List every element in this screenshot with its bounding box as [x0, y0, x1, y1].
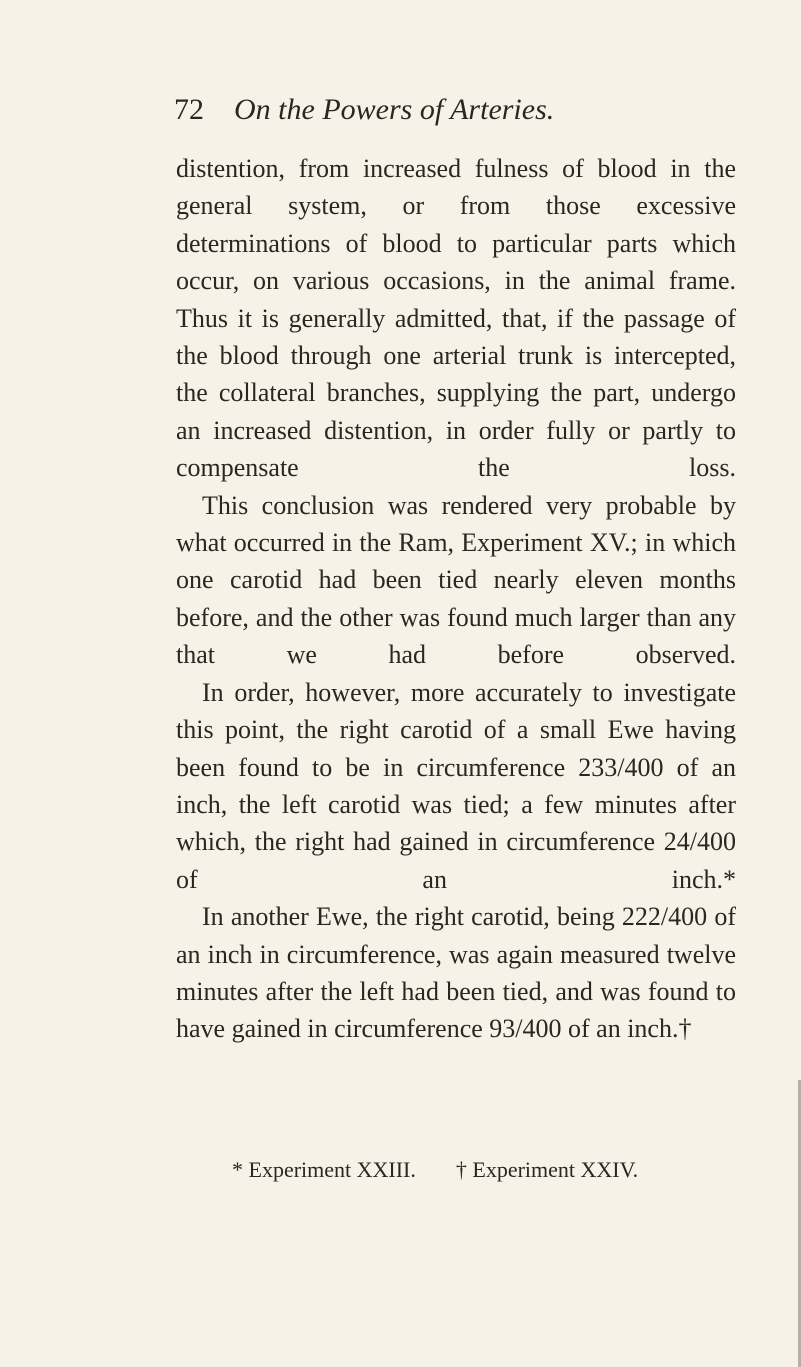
running-title: On the Powers of Arteries.: [234, 93, 555, 126]
footnote: † Experiment XXIV.: [455, 1157, 639, 1182]
footnote: * Experiment XXIII.: [232, 1157, 416, 1182]
footnotes: [232, 1156, 752, 1184]
paragraph: This conclusion was rendered very probable by what occurred in the Ram, Experiment XV.; in which one carotid had been tied nearly eleven months before, and the other was found much larger than any that we had before observed.: [176, 490, 736, 670]
paragraph: In another Ewe, the right carotid, being 222/400 of an inch in circumference, was again measured twelve minutes after the left had been tied, and was found to have gained in circumference 93/400 of an inch.†: [176, 902, 736, 1044]
paragraph: distention, from increased fulness of blood in the general system, or from those excessive determinations of blood to particular parts which occur, on various occasions, in the animal frame. Thus it is generally admitted, that, if the passage of the blood through one arterial trunk is intercepted, the collateral branches, supplying the part, undergo an increased distention, in order fully or partly to compensate the loss.: [176, 154, 736, 483]
page-number: 72: [174, 93, 204, 126]
body-text: [176, 150, 736, 1048]
running-head: [174, 92, 554, 128]
paragraph: In order, however, more accurately to investigate this point, the right carotid of a small Ewe having been found to be in circumference 233/400 of an inch, the left carotid was tied; a few minutes after which, the right had gained in circumference 24/400 of an inch.*: [176, 677, 736, 894]
